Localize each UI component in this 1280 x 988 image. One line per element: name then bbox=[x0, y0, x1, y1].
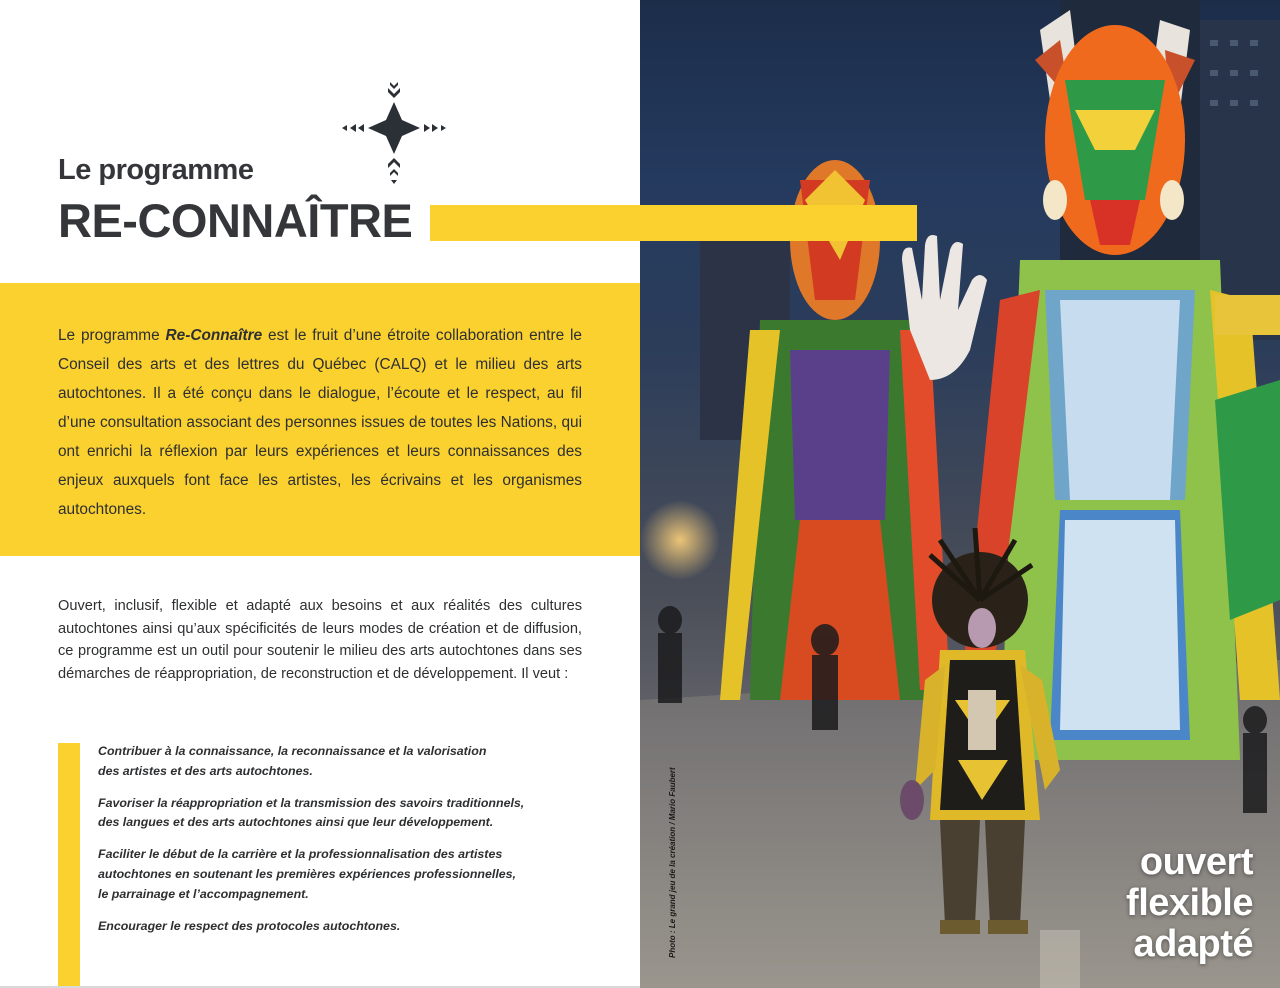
list-item: Faciliter le début de la carrière et la professionnalisation des artistes autochtones en soutenant les premières expériences professionnelles, le parrainage et l’accompagnement. bbox=[98, 847, 516, 901]
goals-list bbox=[98, 742, 568, 948]
slogan-word: flexible bbox=[1126, 882, 1253, 924]
list-item: Contribuer à la connaissance, la reconnaissance et la valorisation des artistes et des arts autochtones. bbox=[98, 744, 487, 778]
page-title: RE-CONNAÎTRE bbox=[58, 194, 413, 247]
parade-photo bbox=[640, 0, 1280, 988]
parade-illustration bbox=[640, 0, 1280, 988]
page-kicker: Le programme bbox=[58, 154, 254, 186]
intro-text: est le fruit d’une étroite collaboration entre le Conseil des arts et des lettres du Québec (CALQ) et le milieu des arts autochtones. Il a été conçu dans le dialogue, l’écoute et le respect, au fil d’une consultation associant des personnes issues de toutes les Nations, qui ont enrichi la réflexion par leurs expériences et leurs connaissances des enjeux auxquels font face les artistes, les écrivains et les organismes autochtones. bbox=[58, 327, 582, 518]
slogan-word: ouvert bbox=[1139, 841, 1253, 883]
slogan-word: adapté bbox=[1133, 923, 1253, 965]
body-paragraph: Ouvert, inclusif, flexible et adapté aux besoins et aux réalités des cultures autochtones ainsi qu’aux spécificités de leurs modes de création et de diffusion, ce programme est un outil pour soutenir le milieu des arts autochtones dans ses démarches de réappropriation, de reconstruction et de développement. Il veut : bbox=[58, 598, 582, 682]
program-name: Re-Connaître bbox=[165, 327, 263, 344]
title-accent-bar bbox=[430, 205, 917, 241]
list-item: Favoriser la réappropriation et la transmission des savoirs traditionnels, des langues et des arts autochtones ainsi que leur développement. bbox=[98, 795, 525, 830]
list-item: Encourager le respect des protocoles autochtones. bbox=[98, 918, 401, 933]
intro-prefix: Le programme bbox=[58, 327, 166, 344]
star-emblem-icon bbox=[338, 80, 450, 192]
goals-accent-bar bbox=[58, 743, 80, 988]
photo-credit: Photo : Le grand jeu de la création / Mario Faubert bbox=[668, 767, 677, 958]
intro-paragraph bbox=[58, 321, 582, 524]
slogan bbox=[1126, 842, 1253, 965]
